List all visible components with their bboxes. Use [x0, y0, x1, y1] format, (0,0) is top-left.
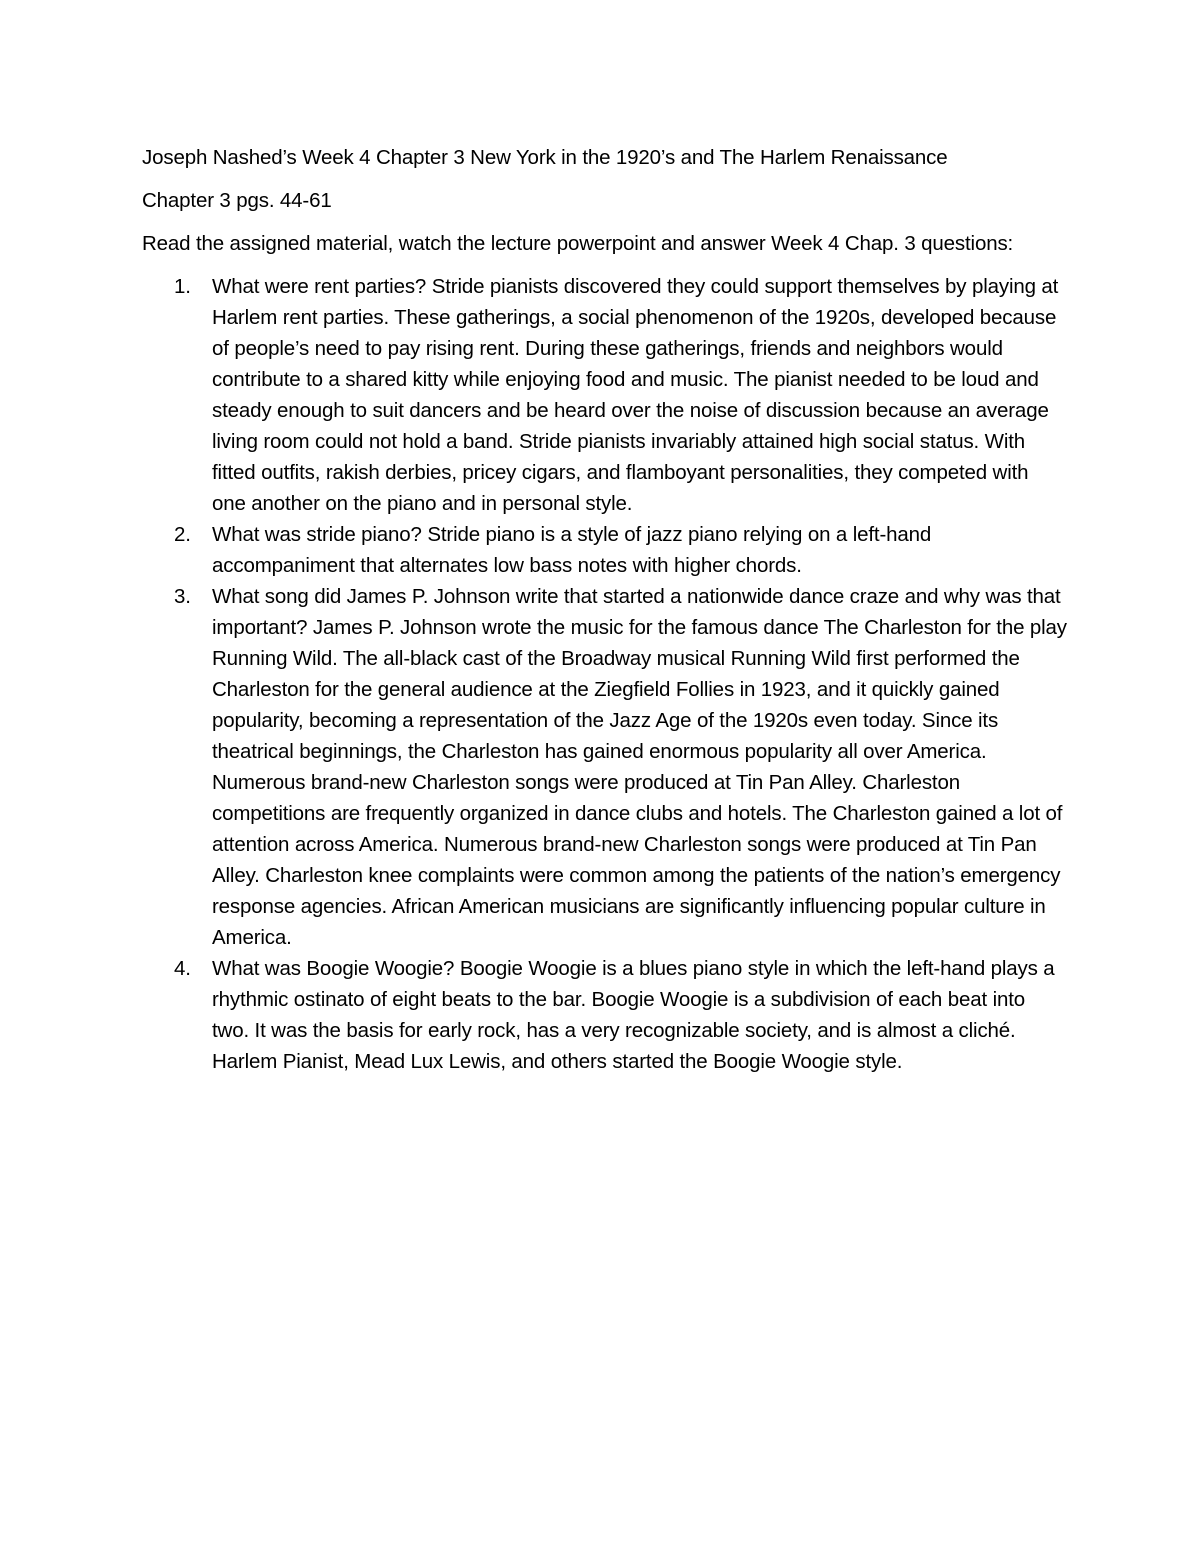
- question-number: 3.: [174, 585, 191, 608]
- question-number: 1.: [174, 275, 191, 298]
- instructions: Read the assigned material, watch the lecture powerpoint and answer Week 4 Chap. 3 questions:: [142, 232, 1014, 255]
- question-item-4: [142, 953, 1067, 1077]
- question-text: What were rent parties? Stride pianists discovered they could support themselves by playing at Harlem rent parties. These gatherings, a social phenomenon of the 1920s, developed because of people’s need to pay rising rent. During these gatherings, friends and neighbors would contribute to a shared kitty while enjoying food and music. The pianist needed to be loud and steady enough to suit dancers and be heard over the noise of discussion because an average living room could not hold a band. Stride pianists invariably attained high social status. With fitted outfits, rakish derbies, pricey cigars, and flamboyant personalities, they competed with one another on the piano and in personal style.: [212, 275, 1059, 515]
- question-number: 4.: [174, 957, 191, 980]
- chapter-pages: Chapter 3 pgs. 44-61: [142, 189, 332, 212]
- question-item-3: [142, 581, 1067, 953]
- question-list: [142, 271, 1067, 1077]
- question-text: What was Boogie Woogie? Boogie Woogie is a blues piano style in which the left-hand plays a rhythmic ostinato of eight beats to the bar. Boogie Woogie is a subdivision of each beat into two. It was the basis for early rock, has a very recognizable society, and is almost a cliché. Harlem Pianist, Mead Lux Lewis, and others started the Boogie Woogie style.: [212, 957, 1055, 1073]
- document-body: [142, 142, 1067, 1077]
- question-text: What song did James P. Johnson write that started a nationwide dance craze and why was that important? James P. Johnson wrote the music for the famous dance The Charleston for the play Running Wild. The all-black cast of the Broadway musical Running Wild first performed the Charleston for the general audience at the Ziegfield Follies in 1923, and it quickly gained popularity, becoming a representation of the Jazz Age of the 1920s even today. Since its theatrical beginnings, the Charleston has gained enormous popularity all over America. Numerous brand-new Charleston songs were produced at Tin Pan Alley. Charleston competitions are frequently organized in dance clubs and hotels. The Charleston gained a lot of attention across America. Numerous brand-new Charleston songs were produced at Tin Pan Alley. Charleston knee complaints were common among the patients of the nation’s emergency response agencies. African American musicians are significantly influencing popular culture in America.: [212, 585, 1067, 949]
- document-title: Joseph Nashed’s Week 4 Chapter 3 New York in the 1920’s and The Harlem Renaissance: [142, 146, 948, 169]
- question-text: What was stride piano? Stride piano is a style of jazz piano relying on a left-hand accompaniment that alternates low bass notes with higher chords.: [212, 523, 932, 577]
- question-item-1: [142, 271, 1067, 519]
- question-number: 2.: [174, 523, 191, 546]
- question-item-2: [142, 519, 1067, 581]
